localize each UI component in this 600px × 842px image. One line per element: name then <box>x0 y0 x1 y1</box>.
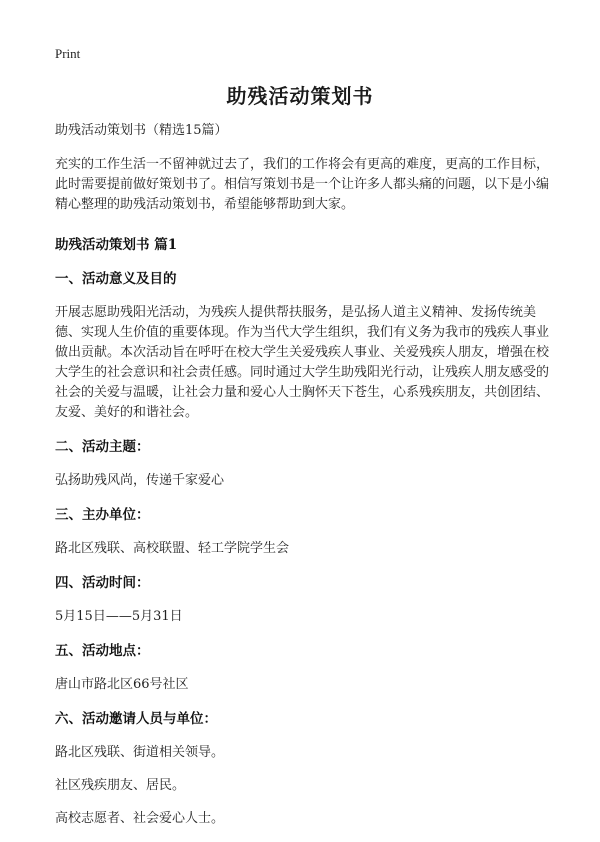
section-location-text: 唐山市路北区66号社区 <box>55 677 189 692</box>
page-title: 助残活动策划书 <box>226 84 374 108</box>
article-heading: 助残活动策划书 篇1 <box>55 237 178 253</box>
invitee-item: 高校志愿者、社会爱心人士。 <box>55 811 225 826</box>
section-heading-organizers: 三、主办单位： <box>55 507 150 523</box>
section-heading-time: 四、活动时间： <box>55 575 150 591</box>
intro-paragraph: 充实的工作生活一不留神就过去了，我们的工作将会有更高的难度，更高的工作目标，此时需要提前做好策划书了。相信写策划书是一个让许多人都头痛的问题，以下是小编精心整理的助残活动策划书，希望能够帮助到大家。 <box>55 157 550 212</box>
section-time-text: 5月15日——5月31日 <box>55 609 183 624</box>
section-heading-location: 五、活动地点： <box>55 643 150 659</box>
section-heading-purpose: 一、活动意义及目的 <box>55 271 177 287</box>
invitee-item: 路北区残联、街道相关领导。 <box>55 745 225 760</box>
section-heading-theme: 二、活动主题： <box>55 439 150 455</box>
section-theme-text: 弘扬助残风尚，传递千家爱心 <box>55 473 225 488</box>
document-subtitle: 助残活动策划书（精选15篇） <box>55 123 228 138</box>
invitee-item: 社区残疾朋友、居民。 <box>55 778 186 793</box>
section-organizers-text: 路北区残联、高校联盟、轻工学院学生会 <box>55 541 290 556</box>
print-link[interactable]: Print <box>55 46 81 61</box>
document-body <box>55 121 550 842</box>
section-purpose-text: 开展志愿助残阳光活动，为残疾人提供帮扶服务，是弘扬人道主义精神、发扬传统美德、实现人生价值的重要体现。作为当代大学生组织，我们有义务为我市的残疾人事业做出贡献。本次活动旨在呼吁在校大学生关爱残疾人事业、关爱残疾人朋友，增强在校大学生的社会意识和社会责任感。同时通过大学生助残阳光行动，让残疾人朋友感受的社会的关爱与温暖，让社会力量和爱心人士胸怀天下苍生，心系残疾朋友，共创团结、友爱、美好的和谐社会。 <box>55 305 550 420</box>
section-heading-invitees: 六、活动邀请人员与单位： <box>55 711 217 727</box>
